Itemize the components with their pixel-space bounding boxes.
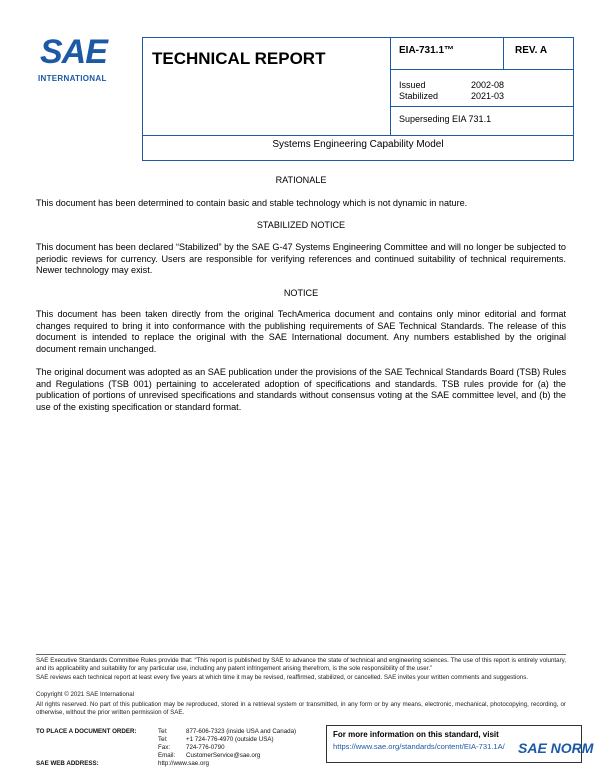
stabilized-value: 2021-03 <box>471 91 505 101</box>
more-info-link[interactable]: https://www.sae.org/standards/content/EIA-731.1A/ <box>333 742 505 751</box>
tel2-value: +1 724-776-4970 (outside USA) <box>186 736 274 743</box>
more-info-text: For more information on this standard, visit <box>333 730 499 739</box>
revision: REV. A <box>515 45 548 56</box>
notice-text-2: The original document was adopted as an SAE publication under the provisions of the SAE Technical Standards Board (TSB) Rules and Regulations (TSB 001) pertaining to accelerated adoption of specifications and standards. TSB rules provide for (a) the publication of portions of unrevised specifications and standards without consensus voting at the SAE committee level, and (b) the use of the existing specification or standard format. <box>36 367 566 412</box>
footer-rules: SAE Executive Standards Committee Rules provide that: “This report is published by SAE to advance the state of technical and engineering sciences. The use of this report is entirely voluntary, and its applicability and suitability for any particular use, including any patent infringement arising therefrom, is the sole responsibility of the user.” <box>36 657 566 672</box>
watermark: SAE NORM <box>518 740 594 756</box>
web-value[interactable]: http://www.sae.org <box>158 760 209 767</box>
notice-heading: NOTICE <box>283 288 319 298</box>
sae-logo: SAE <box>40 33 107 71</box>
stabilized-text: This document has been declared “Stabilized” by the SAE G-47 Systems Engineering Committee and will no longer be subjected to periodic reviews for currency. Users are responsible for verifying references and continued suitability of technical requirements. Newer technology may exist. <box>36 242 566 275</box>
footer-copyright: Copyright © 2021 SAE International <box>36 691 135 698</box>
tel-value: 877-606-7323 (inside USA and Canada) <box>186 728 297 735</box>
header-divider-rev <box>503 37 504 69</box>
superseding: Superseding EIA 731.1 <box>399 114 492 124</box>
tel-label: Tel: <box>158 728 168 735</box>
footer-review: SAE reviews each technical report at least every five years at which time it may be revised, reaffirmed, stabilized, or cancelled. SAE invites your written comments and suggestions. <box>36 674 529 681</box>
header-divider-h2 <box>390 106 573 107</box>
footer-rule <box>36 654 566 655</box>
notice-text-1: This document has been taken directly from the original TechAmerica document and contains only minor editorial and format changes required to bring it into conformance with the publishing requirements of SAE Technical Standards. The release of this document is intended to replace the original with the SAE International document. Any numbers established by the original document remain unchanged. <box>36 309 566 354</box>
doc-number: EIA-731.1™ <box>399 45 455 56</box>
header-divider-h3 <box>142 135 573 136</box>
footer-rights: All rights reserved. No part of this publication may be reproduced, stored in a retrieval system or transmitted, in any form or by any means, electronic, mechanical, photocopying, recording, or otherwise, without the prior written permission of SAE. <box>36 701 566 716</box>
header-divider-vertical <box>390 37 391 136</box>
email-value[interactable]: CustomerService@sae.org <box>186 752 261 759</box>
web-label: SAE WEB ADDRESS: <box>36 760 99 767</box>
order-label: TO PLACE A DOCUMENT ORDER: <box>36 728 137 735</box>
subject-title: Systems Engineering Capability Model <box>272 139 444 150</box>
rationale-text: This document has been determined to contain basic and stable technology which is not dynamic in nature. <box>36 198 468 208</box>
report-type: TECHNICAL REPORT <box>152 49 326 68</box>
issued-label: Issued <box>399 80 426 90</box>
fax-label: Fax: <box>158 744 171 751</box>
sae-logo-subtitle: INTERNATIONAL <box>38 74 107 83</box>
tel2-label: Tel: <box>158 736 168 743</box>
stabilized-label: Stabilized <box>399 91 439 101</box>
email-label: Email: <box>158 752 176 759</box>
fax-value: 724-776-0790 <box>186 744 225 751</box>
rationale-heading: RATIONALE <box>275 175 327 185</box>
issued-value: 2002-08 <box>471 80 505 90</box>
header-divider-h1 <box>390 69 573 70</box>
stabilized-heading: STABILIZED NOTICE <box>256 220 346 230</box>
